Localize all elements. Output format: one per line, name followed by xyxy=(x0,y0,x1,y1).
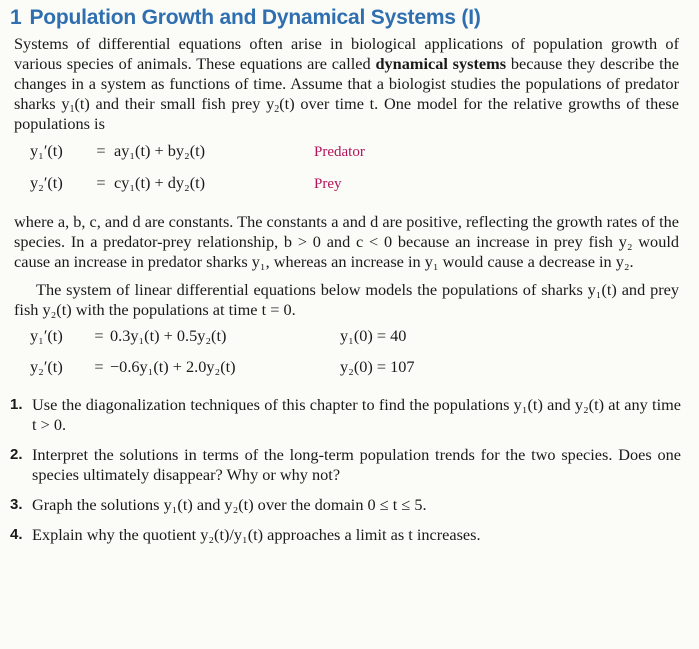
equation-equals: = xyxy=(96,173,106,192)
section-number: 1 xyxy=(10,6,22,29)
task-item xyxy=(10,495,681,515)
task-text: Explain why the quotient y₂(t)/y₁(t) approaches a limit as t increases. xyxy=(32,525,481,544)
task-text: Interpret the solutions in terms of the long-term population trends for the two species. Does one species ultimately disappear? Why or why not? xyxy=(32,445,681,484)
section-title-text: Population Growth and Dynamical Systems (I) xyxy=(29,6,481,29)
model-equations xyxy=(10,141,681,205)
task-number: 4. xyxy=(10,526,23,543)
intro-sub-2: 2 xyxy=(274,104,280,115)
task-number: 2. xyxy=(10,446,23,463)
system-equations xyxy=(10,326,681,388)
system-equals: = xyxy=(94,357,104,376)
initial-condition: y₁(0) = 40 xyxy=(340,326,407,345)
system-equals: = xyxy=(94,326,104,345)
equation-rhs: ay₁(t) + by₂(t) xyxy=(114,141,206,160)
initial-condition: y₂(0) = 107 xyxy=(340,357,415,376)
task-item xyxy=(10,525,681,545)
task-list xyxy=(10,395,681,545)
equation-lhs: y₂′(t) xyxy=(30,173,63,192)
equation-lhs: y₁′(t) xyxy=(30,141,63,160)
intro-text-3: (t) and their small fish prey y xyxy=(74,94,275,113)
task-number: 1. xyxy=(10,396,23,413)
system-lhs: y₂′(t) xyxy=(30,357,63,376)
intro-paragraph xyxy=(10,34,681,134)
equation-equals: = xyxy=(96,141,106,160)
task-number: 3. xyxy=(10,496,23,513)
section-title xyxy=(10,6,681,30)
task-item xyxy=(10,445,681,485)
equation-row xyxy=(30,141,681,173)
intro-text-4: (t) over time t. One model for the relative growths of these populations is xyxy=(14,94,679,133)
intro-sub-1: 1 xyxy=(69,104,75,115)
system-lhs: y₁′(t) xyxy=(30,326,63,345)
constants-paragraph: where a, b, c, and d are constants. The constants a and d are positive, reflecting the growth rates of the species. In a predator-prey relationship, b > 0 and c < 0 because an increase in prey fish y₂ would cause an increase in predator sharks y₁, whereas an increase in y₁ would cause a decrease in y₂. xyxy=(14,212,679,271)
system-rhs: −0.6y₁(t) + 2.0y₂(t) xyxy=(110,357,236,376)
task-text: Use the diagonalization techniques of this chapter to find the populations y₁(t) and y₂(t) at any time t > 0. xyxy=(32,395,681,434)
intro-bold-term: dynamical systems xyxy=(375,54,507,73)
task-text: Graph the solutions y₁(t) and y₂(t) over the domain 0 ≤ t ≤ 5. xyxy=(32,495,427,514)
equation-rhs: cy₁(t) + dy₂(t) xyxy=(114,173,206,192)
system-row xyxy=(30,357,681,388)
system-row xyxy=(30,326,681,357)
equation-tag: Prey xyxy=(314,176,342,192)
equation-tag: Predator xyxy=(314,144,365,160)
intro-text-1: Systems of differential equations often arise in biological applications of population growth of various species of animals. These equations are called xyxy=(14,34,679,73)
system-paragraph: The system of linear differential equations below models the populations of sharks y₁(t) and prey fish y₂(t) with the populations at time t = 0. xyxy=(14,280,679,319)
task-item xyxy=(10,395,681,435)
intro-text-2: because they describe the changes in a system as functions of time. Assume that a biologist studies the populations of predator sharks y xyxy=(14,54,679,113)
system-rhs: 0.3y₁(t) + 0.5y₂(t) xyxy=(110,326,227,345)
equation-row xyxy=(30,173,681,205)
